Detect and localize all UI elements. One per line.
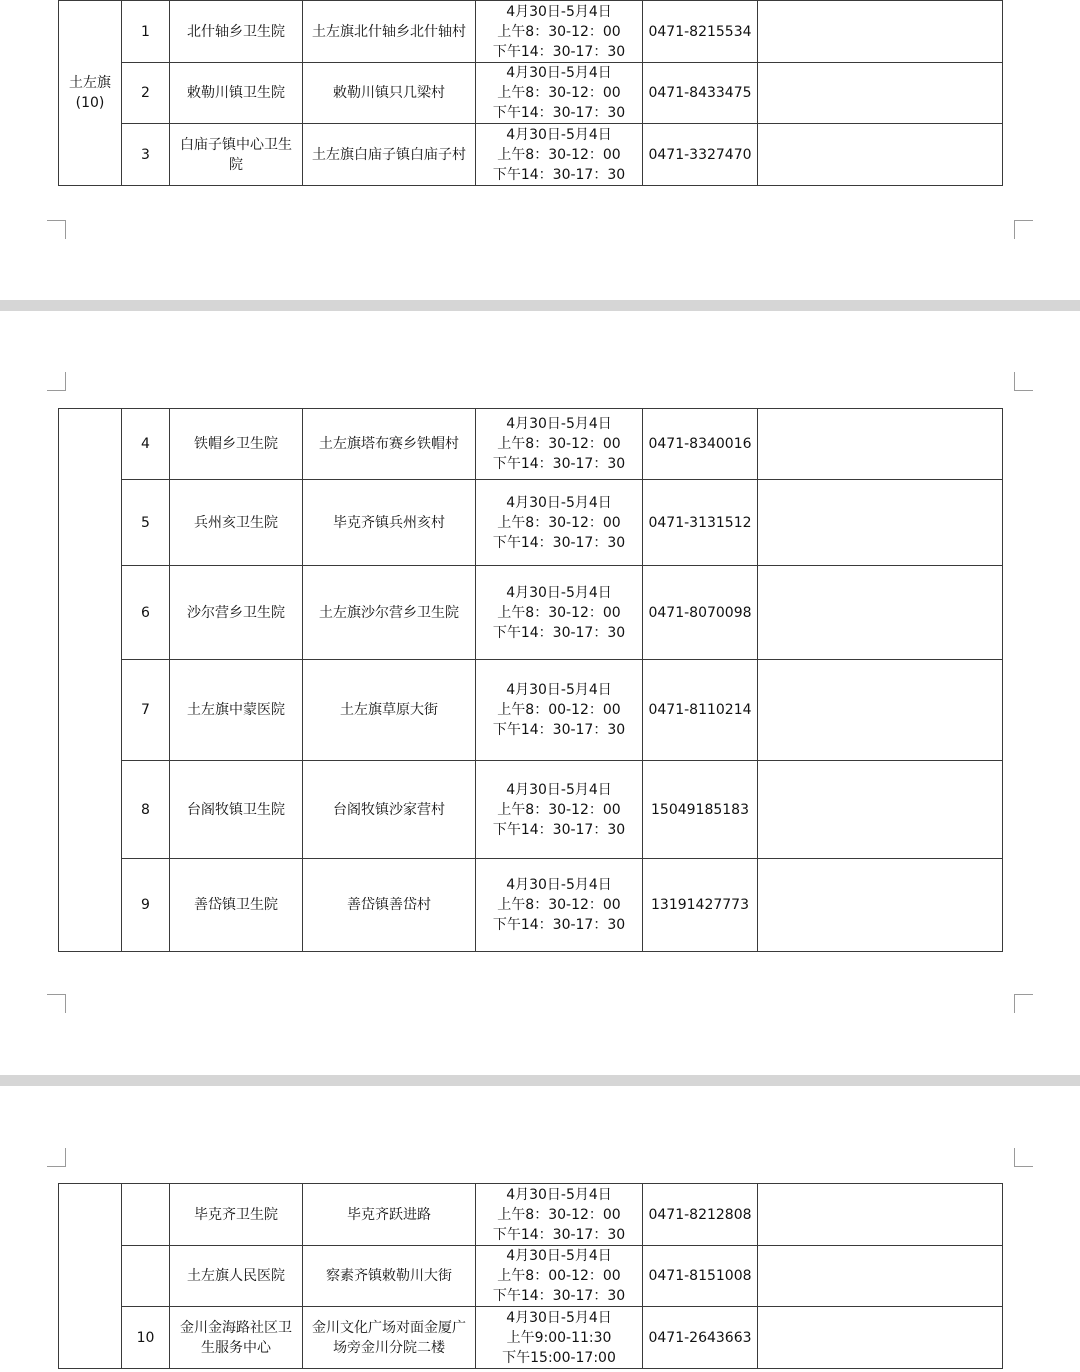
clinic-name: 敕勒川镇卫生院 (170, 63, 303, 124)
clinic-address: 土左旗沙尔营乡卫生院 (303, 566, 476, 660)
region-cell (59, 1, 122, 186)
date-range: 4月30日-5月4日 (506, 126, 612, 143)
service-hours (476, 63, 643, 124)
table-row (59, 480, 1003, 566)
service-hours (476, 1246, 643, 1307)
clinic-name: 毕克齐卫生院 (170, 1184, 303, 1246)
date-range: 4月30日-5月4日 (506, 877, 612, 893)
phone-number: 0471-8340016 (643, 409, 758, 480)
row-number: 3 (122, 124, 170, 186)
note-cell (758, 1184, 1003, 1246)
note-cell (758, 1246, 1003, 1307)
morning-hours: 上午8：00-12：00 (497, 1268, 621, 1284)
row-number: 8 (122, 761, 170, 859)
clinic-name: 兵州亥卫生院 (170, 480, 303, 566)
phone-number: 0471-3327470 (643, 124, 758, 186)
document-page-2 (0, 311, 1080, 1075)
service-hours (476, 1184, 643, 1246)
margin-corner-mark (1014, 994, 1033, 1013)
margin-corner-mark (47, 220, 66, 239)
table-row (59, 1184, 1003, 1246)
note-cell (758, 409, 1003, 480)
afternoon-hours: 下午14：30-17：30 (492, 534, 626, 551)
service-hours (476, 566, 643, 660)
row-number: 1 (122, 1, 170, 63)
phone-number: 13191427773 (643, 859, 758, 952)
service-hours (476, 660, 643, 761)
phone-number: 15049185183 (643, 761, 758, 859)
date-range: 4月30日-5月4日 (506, 494, 612, 511)
clinic-address: 善岱镇善岱村 (303, 859, 476, 952)
document-page-3 (0, 1086, 1080, 1372)
margin-corner-mark (1014, 1148, 1033, 1167)
clinic-name: 台阁牧镇卫生院 (170, 761, 303, 859)
note-cell (758, 480, 1003, 566)
morning-hours: 上午8：30-12：00 (497, 514, 621, 531)
service-hours (476, 409, 643, 480)
note-cell (758, 1, 1003, 63)
afternoon-hours: 下午14：30-17：30 (492, 624, 626, 641)
table-row (59, 63, 1003, 124)
clinic-address: 金川文化广场对面金厦广场旁金川分院二楼 (303, 1307, 476, 1369)
region-cell (59, 1184, 122, 1369)
morning-hours: 上午8：30-12：00 (497, 436, 621, 452)
row-number: 7 (122, 660, 170, 761)
date-range: 4月30日-5月4日 (506, 1248, 612, 1264)
table-row (59, 1246, 1003, 1307)
clinic-address: 察素齐镇敕勒川大街 (303, 1246, 476, 1307)
clinic-name: 善岱镇卫生院 (170, 859, 303, 952)
clinic-table-page-3 (58, 1183, 1003, 1369)
row-number (122, 1184, 170, 1246)
date-range: 4月30日-5月4日 (506, 781, 612, 798)
table-row (59, 409, 1003, 480)
afternoon-hours: 下午14：30-17：30 (492, 456, 626, 472)
afternoon-hours: 下午14：30-17：30 (492, 105, 626, 121)
table-row (59, 859, 1003, 952)
clinic-address: 毕克齐镇兵州亥村 (303, 480, 476, 566)
margin-corner-mark (47, 372, 66, 391)
afternoon-hours: 下午14：30-17：30 (492, 43, 626, 60)
document-page-1 (0, 0, 1080, 300)
clinic-table-page-1 (58, 0, 1003, 186)
clinic-table-page-2 (58, 408, 1003, 952)
service-hours (476, 859, 643, 952)
clinic-address: 台阁牧镇沙家营村 (303, 761, 476, 859)
phone-number: 0471-8110214 (643, 660, 758, 761)
page-separator (0, 300, 1080, 311)
phone-number: 0471-3131512 (643, 480, 758, 566)
clinic-address: 土左旗塔布赛乡铁帽村 (303, 409, 476, 480)
morning-hours: 上午8：30-12：00 (497, 146, 621, 163)
table-row (59, 1, 1003, 63)
note-cell (758, 660, 1003, 761)
note-cell (758, 566, 1003, 660)
morning-hours: 上午8：00-12：00 (497, 702, 621, 718)
service-hours (476, 1307, 643, 1369)
phone-number: 0471-8070098 (643, 566, 758, 660)
phone-number: 0471-8433475 (643, 63, 758, 124)
table-row (59, 1307, 1003, 1369)
row-number: 5 (122, 480, 170, 566)
clinic-address: 毕克齐跃进路 (303, 1184, 476, 1246)
date-range: 4月30日-5月4日 (506, 3, 612, 20)
afternoon-hours: 下午14：30-17：30 (492, 166, 626, 183)
afternoon-hours: 下午14：30-17：30 (492, 1288, 626, 1304)
row-number: 10 (122, 1307, 170, 1369)
clinic-name: 金川金海路社区卫生服务中心 (170, 1307, 303, 1369)
date-range: 4月30日-5月4日 (506, 416, 612, 432)
page-separator (0, 1075, 1080, 1086)
note-cell (758, 761, 1003, 859)
afternoon-hours: 下午14：30-17：30 (492, 821, 626, 838)
date-range: 4月30日-5月4日 (506, 1186, 612, 1203)
service-hours (476, 761, 643, 859)
afternoon-hours: 下午15:00-17:00 (502, 1349, 616, 1366)
date-range: 4月30日-5月4日 (506, 584, 612, 601)
table-row (59, 660, 1003, 761)
phone-number: 0471-8151008 (643, 1246, 758, 1307)
service-hours (476, 1, 643, 63)
morning-hours: 上午8：30-12：00 (497, 1206, 621, 1223)
table-row (59, 566, 1003, 660)
region-label: 土左旗 (69, 75, 111, 91)
row-number: 4 (122, 409, 170, 480)
clinic-address: 土左旗草原大街 (303, 660, 476, 761)
phone-number: 0471-8212808 (643, 1184, 758, 1246)
clinic-name: 土左旗人民医院 (170, 1246, 303, 1307)
clinic-name: 北什轴乡卫生院 (170, 1, 303, 63)
margin-corner-mark (47, 994, 66, 1013)
afternoon-hours: 下午14：30-17：30 (492, 722, 626, 738)
clinic-name: 土左旗中蒙医院 (170, 660, 303, 761)
phone-number: 0471-2643663 (643, 1307, 758, 1369)
clinic-name: 铁帽乡卫生院 (170, 409, 303, 480)
note-cell (758, 63, 1003, 124)
row-number (122, 1246, 170, 1307)
date-range: 4月30日-5月4日 (506, 65, 612, 81)
clinic-address: 敕勒川镇只几梁村 (303, 63, 476, 124)
row-number: 9 (122, 859, 170, 952)
margin-corner-mark (47, 1148, 66, 1167)
morning-hours: 上午8：30-12：00 (497, 801, 621, 818)
service-hours (476, 480, 643, 566)
morning-hours: 上午8：30-12：00 (497, 85, 621, 101)
clinic-address: 土左旗北什轴乡北什轴村 (303, 1, 476, 63)
afternoon-hours: 下午14：30-17：30 (492, 1226, 626, 1243)
note-cell (758, 859, 1003, 952)
clinic-name: 沙尔营乡卫生院 (170, 566, 303, 660)
table-row (59, 124, 1003, 186)
region-count: (10) (75, 95, 105, 111)
afternoon-hours: 下午14：30-17：30 (492, 917, 626, 933)
margin-corner-mark (1014, 220, 1033, 239)
note-cell (758, 124, 1003, 186)
row-number: 6 (122, 566, 170, 660)
morning-hours: 上午8：30-12：00 (497, 604, 621, 621)
morning-hours: 上午9:00-11:30 (506, 1329, 612, 1346)
margin-corner-mark (1014, 372, 1033, 391)
morning-hours: 上午8：30-12：00 (497, 897, 621, 913)
clinic-name: 白庙子镇中心卫生院 (170, 124, 303, 186)
clinic-address: 土左旗白庙子镇白庙子村 (303, 124, 476, 186)
phone-number: 0471-8215534 (643, 1, 758, 63)
region-cell (59, 409, 122, 952)
date-range: 4月30日-5月4日 (506, 1309, 612, 1326)
date-range: 4月30日-5月4日 (506, 682, 612, 698)
note-cell (758, 1307, 1003, 1369)
service-hours (476, 124, 643, 186)
morning-hours: 上午8：30-12：00 (497, 23, 621, 40)
row-number: 2 (122, 63, 170, 124)
table-row (59, 761, 1003, 859)
